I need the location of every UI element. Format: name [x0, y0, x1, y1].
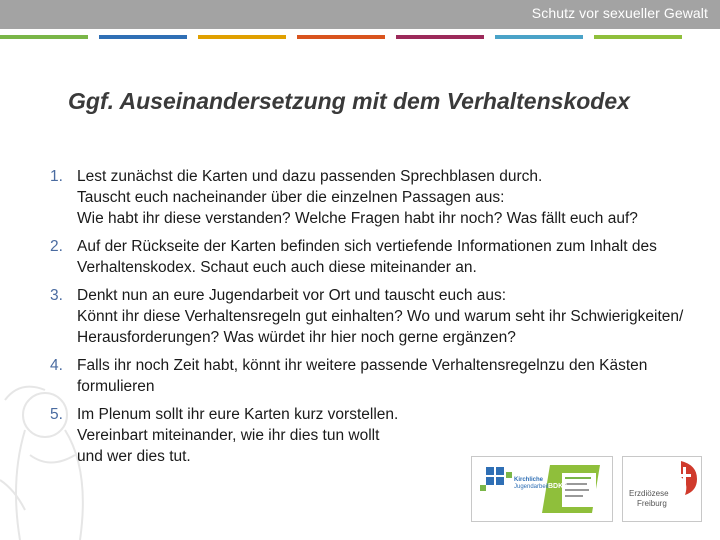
erzdioezese-line2: Freiburg [637, 499, 667, 508]
accent-stripe [396, 35, 484, 39]
item-text: Im Plenum sollt ihr eure Karten kurz vorstellen. Vereinbart miteinander, wie ihr dies tun wollt und wer dies tut. [77, 406, 399, 465]
task-list [50, 166, 690, 474]
task-list-item [50, 166, 690, 229]
accent-stripe [297, 35, 385, 39]
item-number: 2. [50, 238, 63, 255]
bdkj-logo-label: BDKJ [548, 483, 568, 490]
task-list-item [50, 236, 690, 278]
task-list-item [50, 355, 690, 397]
accent-stripes [0, 35, 720, 39]
accent-stripe [594, 35, 682, 39]
kirchliche-logo-line2: Jugendarbeit [514, 484, 549, 490]
kirchliche-jugendarbeit-logo [471, 456, 613, 522]
item-number: 1. [50, 168, 63, 185]
item-text: Falls ihr noch Zeit habt, könnt ihr weitere passende Verhaltensregelnzu den Kästen formulieren [77, 357, 648, 395]
accent-stripe [0, 35, 88, 39]
item-text: Lest zunächst die Karten und dazu passenden Sprechblasen durch. Tauscht euch nacheinander über die einzelnen Passagen aus: Wie habt ihr diese verstanden? Welche Fragen habt ihr noch? Was fällt euch auf? [77, 168, 638, 227]
item-text: Denkt nun an eure Jugendarbeit vor Ort und tauscht euch aus: Könnt ihr diese Verhaltensregeln gut einhalten? Wo und warum seht ihr Schwierigkeiten/ Herausforderungen? Was würdet ihr hier noch gerne ergänzen? [77, 287, 684, 346]
item-number: 5. [50, 406, 63, 423]
accent-stripe [198, 35, 286, 39]
partner-logos [471, 456, 711, 522]
erzdioezese-freiburg-logo [622, 456, 702, 522]
item-number: 3. [50, 287, 63, 304]
kirchliche-logo-line1: Kirchliche [514, 477, 544, 483]
header-bar [0, 0, 720, 29]
erzdioezese-line1: Erzdiözese [629, 489, 669, 498]
item-text: Auf der Rückseite der Karten befinden sich vertiefende Informationen zum Inhalt des Verhaltenskodex. Schaut euch auch diese miteinander an. [77, 238, 657, 276]
header-title: Schutz vor sexueller Gewalt [531, 5, 708, 21]
slide-title: Ggf. Auseinandersetzung mit dem Verhaltenskodex [68, 88, 630, 114]
accent-stripe [99, 35, 187, 39]
item-number: 4. [50, 357, 63, 374]
accent-stripe [495, 35, 583, 39]
task-list-item [50, 285, 690, 348]
